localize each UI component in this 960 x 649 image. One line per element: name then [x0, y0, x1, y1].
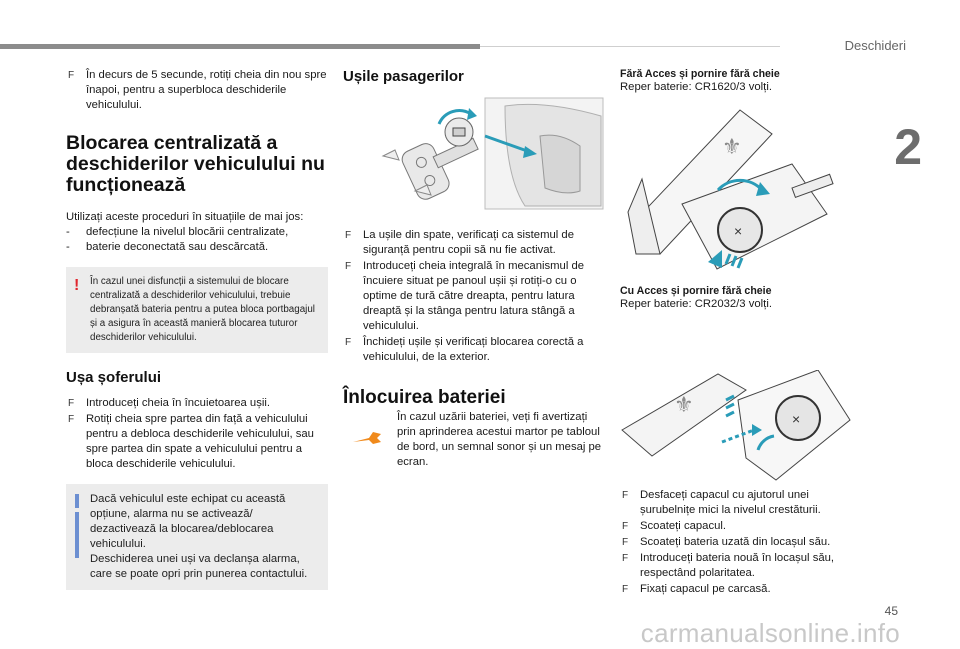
- warning-box: [66, 267, 328, 353]
- battery-steps: [620, 488, 852, 597]
- list-item: F Desfaceți capacul cu ajutorul unei șurubelnițe mici la nivelul crestăturii.: [622, 489, 821, 516]
- list-item: F La ușile din spate, verificați ca sistemul de siguranță pentru copii să nu fie activat.: [345, 229, 574, 256]
- bullet-marker-icon: F: [622, 537, 629, 548]
- bullet-marker-icon: F: [68, 414, 75, 425]
- svg-text:⚜: ⚜: [722, 134, 742, 159]
- bullet-marker-icon: F: [622, 584, 629, 595]
- passenger-doors-heading: Ușile pasagerilor: [343, 68, 464, 85]
- list-item: - defecțiune la nivelul blocării centralizate,: [66, 226, 289, 238]
- list-item: F Scoateți bateria uzată din locașul său.: [622, 536, 831, 548]
- bullet-marker-icon: F: [345, 230, 352, 241]
- passenger-bullets: [343, 228, 605, 365]
- column-middle: [343, 68, 605, 95]
- info-box: [66, 484, 328, 590]
- key2-label: Cu Acces și pornire fără cheie: [620, 285, 772, 297]
- battery-steps-block: [620, 488, 852, 598]
- bullet-marker-icon: F: [622, 490, 629, 501]
- key1-battery: Reper baterie: CR1620/3 volți.: [620, 81, 772, 93]
- key2-battery-illustration: [618, 370, 852, 484]
- list-item: F Introduceți cheia în încuietoarea ușii.: [68, 397, 270, 409]
- warning-text: În cazul unei disfuncții a sistemului de blocare centralizată a deschiderilor vehiculului, trebuie debranșată bateria pentru a putea bloca portbagajul și a asigura în această manieră blocarea tuturor deschiderilor vehiculului.: [90, 276, 315, 343]
- info-bar-icon: [75, 494, 79, 508]
- driver-door-bullets: [66, 396, 328, 472]
- bullet-marker-icon: F: [68, 70, 75, 81]
- bullet-marker-icon: F: [68, 398, 75, 409]
- key2-battery: Reper baterie: CR2032/3 volți.: [620, 298, 772, 310]
- watermark: carmanualsonline.info: [640, 618, 900, 648]
- wrench-warning-icon: [351, 428, 383, 448]
- driver-door-heading: Ușa șoferului: [66, 369, 162, 386]
- list-item: F Fixați capacul pe carcasă.: [622, 583, 771, 595]
- battery-warning-note: [343, 410, 605, 470]
- bullet-marker-icon: F: [622, 553, 629, 564]
- info-text: Dacă vehiculul este echipat cu această opțiune, alarma nu se activează/ dezactivează la blocarea/deblocarea vehiculului.: [90, 493, 286, 550]
- bullet-marker-icon: F: [345, 337, 352, 348]
- chapter-number: 2: [894, 119, 922, 175]
- header-rule: [480, 46, 780, 47]
- battery-warning-text: În cazul uzării bateriei, veți fi avertizați prin aprinderea acestui martor pe tabloul de bord, un semnal sonor și un mesaj pe ecran.: [397, 411, 602, 468]
- list-item: F Introduceți bateria nouă în locașul său, respectând polaritatea.: [622, 552, 835, 579]
- page-number: 45: [884, 604, 898, 618]
- bullet-marker-icon: F: [345, 261, 352, 272]
- section-title: Deschideri: [844, 38, 906, 53]
- intro-text: Utilizați aceste proceduri în situațiile de mai jos:: [66, 211, 304, 223]
- column-left: [66, 68, 328, 590]
- conditions-list: [66, 225, 328, 255]
- column-right: [620, 68, 852, 95]
- list-item: F În decurs de 5 secunde, rotiți cheia din nou spre înapoi, pentru a superbloca deschiderile vehiculului.: [68, 69, 327, 111]
- list-item: F Închideți ușile și verificați blocarea corectă a vehiculului, de la exterior.: [345, 336, 584, 363]
- door-lock-illustration: [355, 96, 605, 211]
- key1-battery-illustration: [622, 104, 842, 276]
- info-bar-icon: [75, 512, 79, 558]
- svg-text:×: ×: [792, 411, 801, 427]
- passenger-text-block: [343, 228, 605, 409]
- svg-text:⚜: ⚜: [674, 392, 694, 417]
- list-item: F Rotiți cheia spre partea din față a vehiculului pentru a debloca deschiderile vehiculului, sau spre partea din spate a vehiculului pentru a bloca deschiderile vehiculului.: [68, 413, 314, 470]
- warning-exclamation-icon: !: [74, 277, 80, 294]
- key1-label: Fără Acces și pornire fără cheie: [620, 68, 780, 80]
- bullet-marker-icon: F: [622, 521, 629, 532]
- list-item: F Introduceți cheia integrală în mecanismul de încuiere situat pe panoul ușii și rotiți-o cu o optime de tură către dreapta, pentru latura dreaptă și la stânga pentru latura stângă a vehiculului.: [345, 260, 585, 332]
- svg-text:×: ×: [734, 223, 743, 239]
- header-bar: [0, 44, 480, 49]
- battery-replacement-heading: Înlocuirea bateriei: [343, 387, 506, 408]
- list-item: - baterie deconectată sau descărcată.: [66, 241, 269, 253]
- list-item: F Scoateți capacul.: [622, 520, 727, 532]
- info-text: Deschiderea unei uși va declanșa alarma, care se poate opri prin punerea contactului.: [90, 553, 308, 580]
- key2-text-block: [620, 285, 852, 312]
- section-heading-central-locking: Blocarea centralizată a deschiderilor vehiculului nu funcționează: [66, 132, 325, 196]
- intro-bullets: [66, 68, 328, 113]
